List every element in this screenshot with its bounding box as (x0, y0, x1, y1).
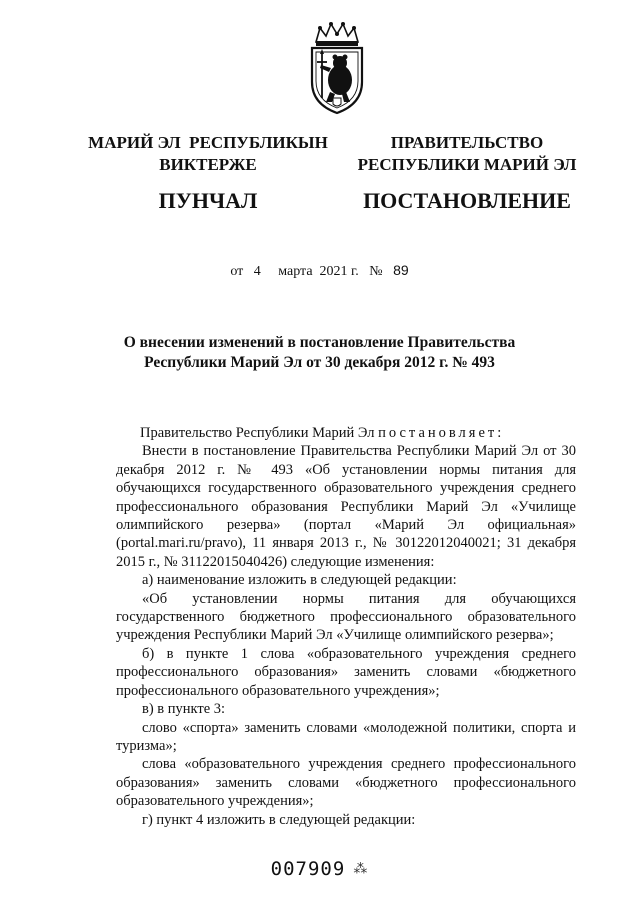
date-prefix: от (230, 264, 244, 279)
header-right-line1: ПРАВИТЕЛЬСТВО (390, 133, 544, 152)
header-right-block (352, 132, 582, 216)
header-right-line2: РЕСПУБЛИКИ МАРИЙ ЭЛ (357, 155, 577, 174)
body-paragraph-3: а) наименование изложить в следующей редакции: (142, 572, 457, 589)
body-paragraph-7: слово «спорта» заменить словами «молодежной политики, спорта и туризма»; (116, 719, 576, 754)
footer-serial-block (0, 858, 639, 880)
coat-of-arms-icon (296, 20, 378, 116)
body-paragraph-1 (116, 424, 576, 442)
title-line2: Республики Марий Эл от 30 декабря 2012 г. № 493 (144, 354, 495, 371)
serial-number: 007909 (270, 858, 346, 880)
document-body (116, 424, 576, 829)
header-left-line1: МАРИЙ ЭЛ РЕСПУБЛИКЫН (88, 133, 328, 152)
date-number-label: № (369, 264, 383, 279)
header-left-line2: ВИКТЕРЖЕ (159, 155, 257, 174)
header-right-doc-type: ПОСТАНОВЛЕНИЕ (363, 188, 571, 213)
body-paragraph-2: Внести в постановление Правительства Республики Марий Эл от 30 декабря 2012 г. № 493 «Об установлении нормы питания для обучающихся государственного образовательного учреждения среднего профессионального образования Республики Марий Эл «Училище олимпийского резерва» (портал «Марий Эл официальная» (portal.mari.ru/pravo), 11 января 2013 г., № 30122012040021; 31 декабря 2015 г., № 31122015040426) следующие изменения: (116, 443, 576, 570)
header-left-block (88, 132, 328, 216)
body-paragraph-8: слова «образовательного учреждения среднего профессионального образования» заменить словами «бюджетного профессионального образовательного учреждения»; (116, 756, 576, 810)
body-paragraph-4: «Об установлении нормы питания для обучающихся государственного бюджетного профессионального образовательного учреждения Республики Марий Эл «Училище олимпийского резерва»; (116, 590, 576, 644)
title-line1: О внесении изменений в постановление Правительства (123, 334, 516, 351)
body-p1-spaced: постановляет: (378, 425, 505, 441)
asterism-icon: ⁂ (353, 861, 369, 877)
header-left-doc-type: ПУНЧАЛ (158, 188, 258, 213)
document-title (60, 333, 579, 373)
body-p1-prefix: Правительство Республики Марий Эл (140, 425, 379, 441)
body-paragraph-6: в) в пункте 3: (142, 701, 226, 718)
date-line (0, 262, 639, 280)
body-paragraph-5: б) в пункте 1 слова «образовательного учреждения среднего профессионального образования» заменить словами «бюджетного профессионального образовательного учреждения»; (116, 645, 576, 699)
body-paragraph-9: г) пункт 4 изложить в следующей редакции: (142, 811, 416, 828)
date-day: 4 (253, 264, 261, 279)
date-number: 89 (393, 262, 409, 278)
date-month-year: марта 2021 г. (278, 264, 359, 279)
